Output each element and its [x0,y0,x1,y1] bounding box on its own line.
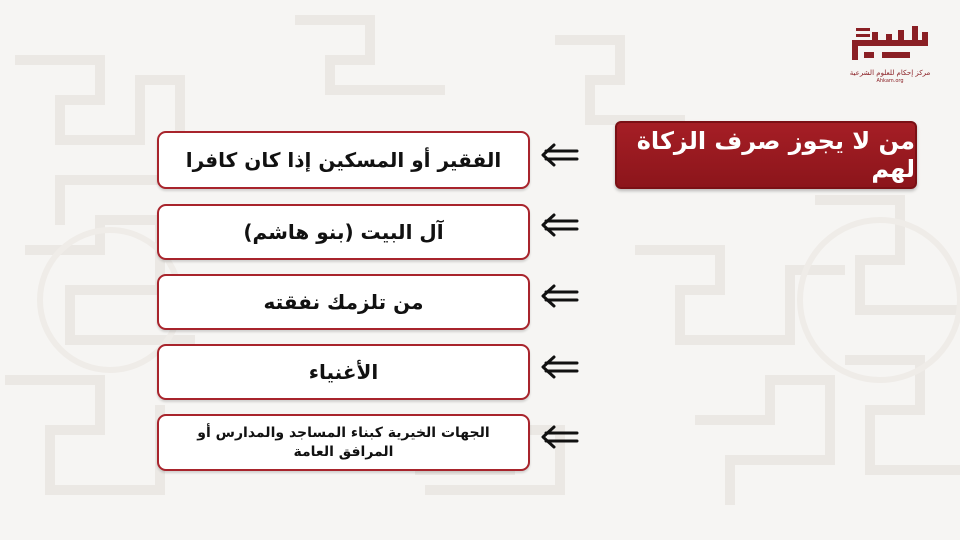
item-text: من تلزمك نفقته [263,290,424,314]
ahkam-logo-icon [842,22,938,68]
item-box [157,204,530,260]
page-title: من لا يجوز صرف الزكاة لهم [636,127,915,183]
item-text: الفقير أو المسكين إذا كان كافرا [185,148,502,172]
item-text: آل البيت (بنو هاشم) [243,220,444,244]
double-arrow-left-icon [540,283,580,309]
double-arrow-left-icon [540,424,580,450]
logo-subtitle: مركز إحكام للعلوم الشرعية [849,69,931,77]
title-box [615,121,917,189]
item-box [157,414,530,471]
item-box [157,274,530,330]
logo [842,22,938,92]
double-arrow-left-icon [540,354,580,380]
double-arrow-left-icon [540,142,580,168]
item-text: الجهات الخيرية كبناء المساجد والمدارس أو المرافق العامة [197,424,490,460]
item-text: الأغنياء [308,360,379,384]
item-box [157,131,530,189]
item-box [157,344,530,400]
logo-tagline: Ahkam.org [876,78,904,84]
double-arrow-left-icon [540,212,580,238]
